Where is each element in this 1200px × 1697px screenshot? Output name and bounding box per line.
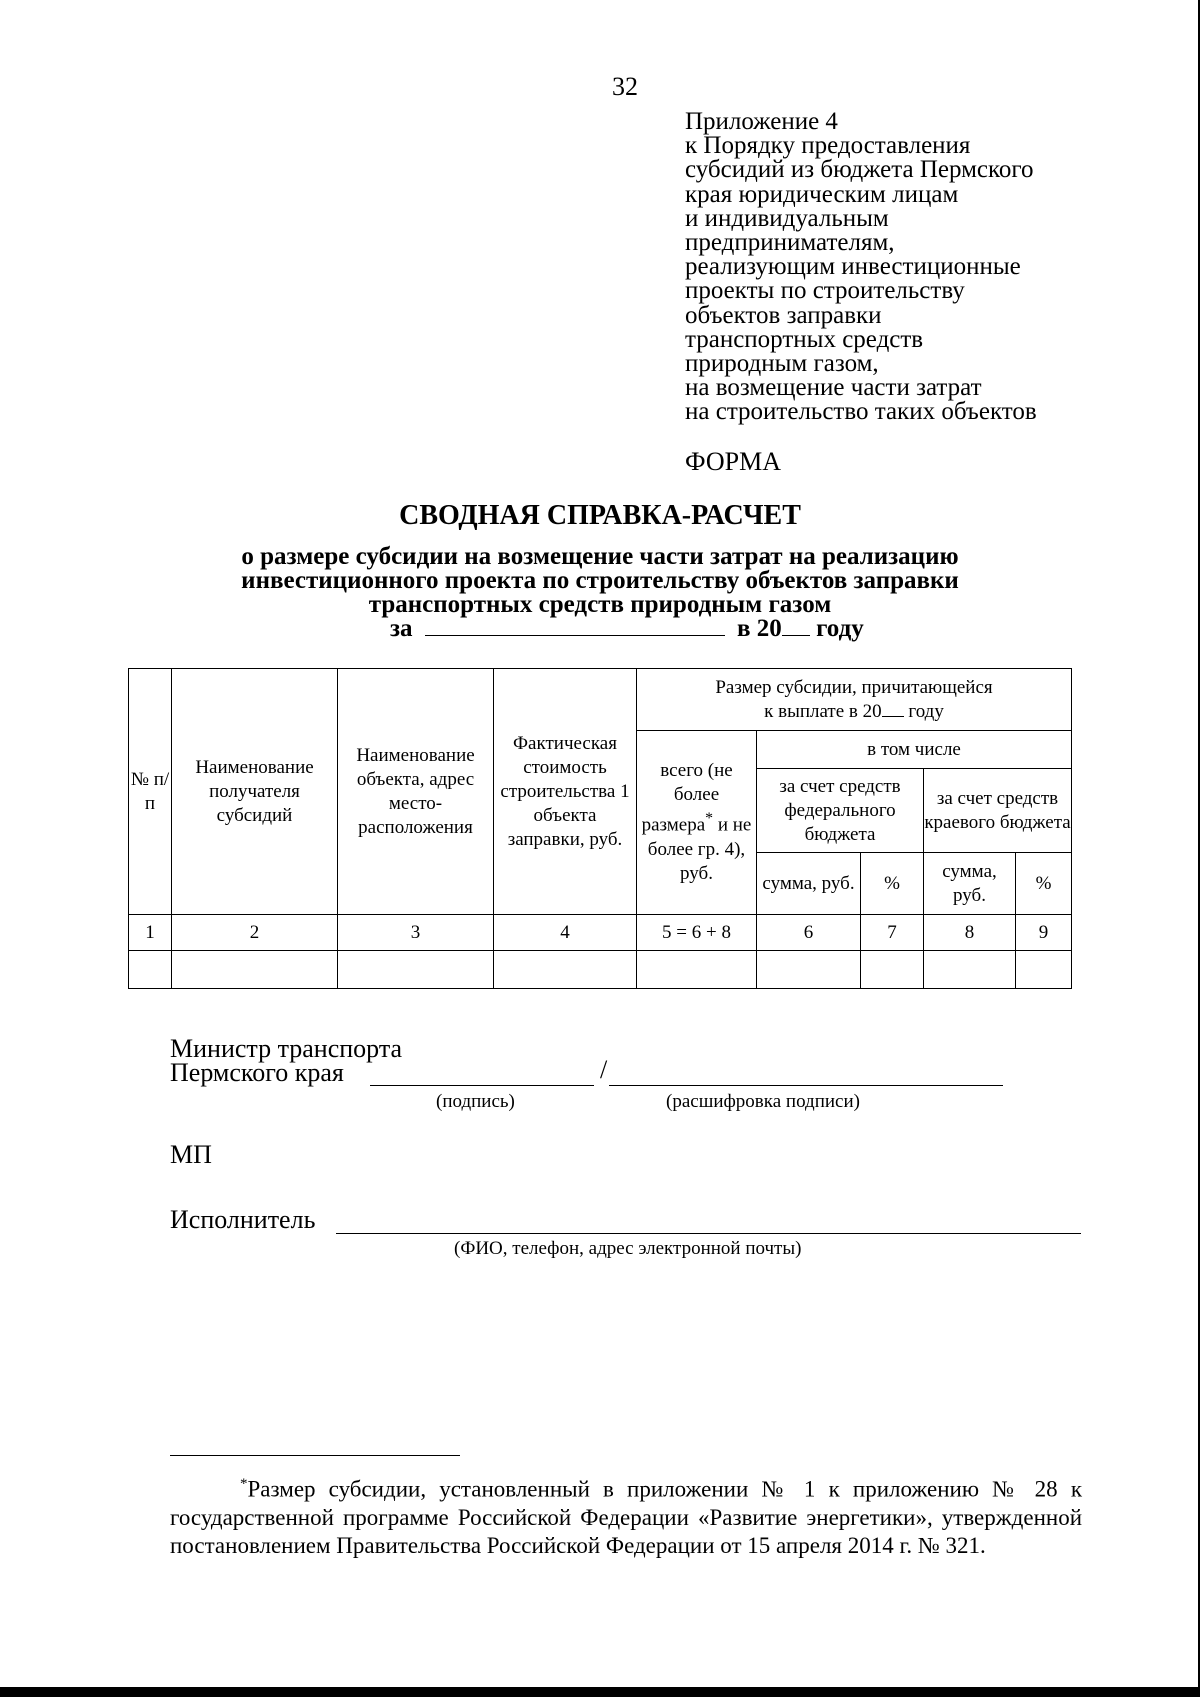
- data-cell[interactable]: [338, 951, 494, 989]
- signature-block: [170, 1034, 403, 1087]
- signature-line[interactable]: [370, 1085, 594, 1086]
- data-cell[interactable]: [924, 951, 1016, 989]
- header-subsidy-group: [637, 669, 1072, 731]
- appendix-line: транспортных средств: [685, 325, 924, 353]
- header-num: № п/п: [129, 669, 172, 915]
- header-object: Наименование объекта, адрес место-расположения: [338, 669, 494, 915]
- appendix-block: [685, 110, 1105, 425]
- subsidy-group-line3: году: [908, 700, 944, 722]
- year-blank[interactable]: [782, 635, 810, 636]
- signature-caption: (подпись): [436, 1091, 515, 1112]
- column-number: 1: [129, 915, 172, 951]
- period-prefix: за: [390, 615, 413, 642]
- column-number: 5 = 6 + 8: [637, 915, 757, 951]
- column-number: 9: [1016, 915, 1072, 951]
- column-number: 4: [494, 915, 637, 951]
- subsidy-year-blank: [882, 716, 904, 717]
- column-number: 2: [172, 915, 338, 951]
- data-cell[interactable]: [172, 951, 338, 989]
- signature-separator: /: [600, 1055, 608, 1084]
- appendix-line: реализующим инвестиционные: [685, 253, 1021, 281]
- signatory-position-line1: Министр транспорта: [170, 1034, 403, 1063]
- header-total: [637, 731, 757, 915]
- scan-border-bottom: [0, 1687, 1200, 1697]
- appendix-line: объектов заправки: [685, 301, 882, 329]
- appendix-line: природным газом,: [685, 350, 879, 378]
- header-federal-sum: сумма, руб.: [757, 853, 861, 915]
- subsidy-group-line2: к выплате в 20: [764, 700, 882, 722]
- decoding-caption: (расшифровка подписи): [666, 1091, 860, 1112]
- signatory-position-line2: Пермского края: [170, 1058, 344, 1087]
- footnote-text: Размер субсидии, установленный в приложении № 1 к приложению № 28 к государственной программе Российской Федерации «Развитие энергетики», утвержденной постановлением Правительства Российской Федерации от 15 апреля 2014 г. № 321.: [170, 1476, 1082, 1558]
- subsidy-table: [128, 668, 1072, 989]
- data-cell[interactable]: [129, 951, 172, 989]
- page-number: 32: [612, 72, 638, 101]
- signature-decoding-line[interactable]: [609, 1085, 1003, 1086]
- header-federal-percent: %: [861, 853, 924, 915]
- appendix-line: и индивидуальным: [685, 204, 889, 232]
- period-blank[interactable]: [425, 635, 725, 636]
- appendix-line: к Порядку предоставления: [685, 132, 971, 160]
- executor-caption: (ФИО, телефон, адрес электронной почты): [454, 1238, 802, 1259]
- executor-label: Исполнитель: [170, 1205, 316, 1234]
- executor-line[interactable]: [336, 1233, 1081, 1234]
- header-federal: за счет средств федерального бюджета: [757, 769, 924, 853]
- data-cell[interactable]: [757, 951, 861, 989]
- data-cell[interactable]: [494, 951, 637, 989]
- subsidy-group-line1: Размер субсидии, причитающейся: [715, 676, 993, 698]
- data-cell[interactable]: [1016, 951, 1072, 989]
- header-total-part2: и не более гр. 4), руб.: [647, 814, 752, 884]
- column-number: 7: [861, 915, 924, 951]
- form-label: ФОРМА: [685, 447, 781, 476]
- column-number: 3: [338, 915, 494, 951]
- footnote-marker: *: [240, 1476, 248, 1492]
- document-title: СВОДНАЯ СПРАВКА-РАСЧЕТ: [399, 500, 801, 531]
- footnote-divider: [170, 1455, 460, 1456]
- appendix-line: предпринимателям,: [685, 229, 895, 257]
- appendix-line: проекты по строительству: [685, 277, 965, 305]
- report-period-line: [390, 615, 864, 643]
- header-regional: за счет средств краевого бюджета: [924, 769, 1072, 853]
- header-including: в том числе: [757, 731, 1072, 769]
- footnote-mark: *: [705, 810, 714, 828]
- appendix-line: на строительство таких объектов: [685, 398, 1037, 426]
- footnote: [170, 1470, 1082, 1560]
- seal-label: МП: [170, 1140, 212, 1169]
- column-number: 8: [924, 915, 1016, 951]
- appendix-line: Приложение 4: [685, 108, 838, 135]
- header-recipient: Наименование получателя субсидий: [172, 669, 338, 915]
- document-subtitle: о размере субсидии на возмещение части затрат на реализацию инвестиционного проекта по строительству объектов заправки транспортных средств природным газом: [241, 543, 959, 618]
- period-suffix: году: [816, 615, 864, 642]
- column-number: 6: [757, 915, 861, 951]
- header-regional-percent: %: [1016, 853, 1072, 915]
- header-total-part1: всего (не более размера: [641, 760, 733, 836]
- data-cell[interactable]: [861, 951, 924, 989]
- header-cost: Фактическая стоимость строительства 1 объекта заправки, руб.: [494, 669, 637, 915]
- data-cell[interactable]: [637, 951, 757, 989]
- period-year-prefix: в 20: [737, 615, 782, 642]
- header-regional-sum: сумма, руб.: [924, 853, 1016, 915]
- appendix-line: субсидий из бюджета Пермского: [685, 156, 1034, 184]
- appendix-line: края юридическим лицам: [685, 180, 959, 208]
- appendix-line: на возмещение части затрат: [685, 374, 982, 402]
